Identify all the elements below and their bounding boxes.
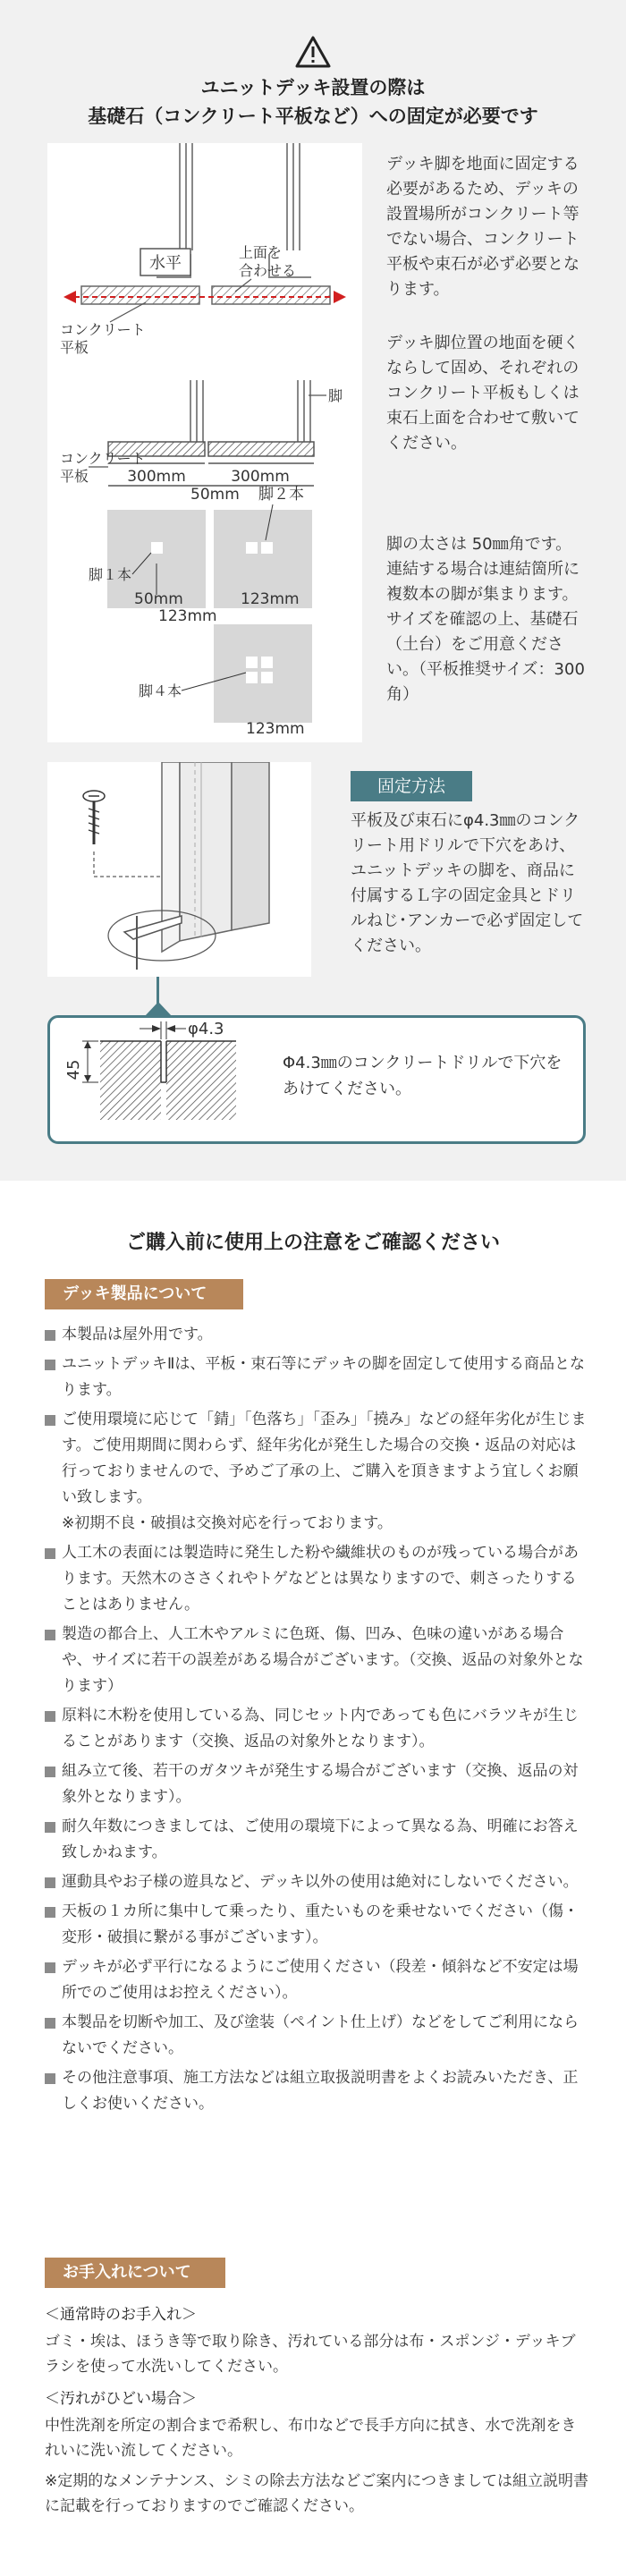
level-arrow-right-icon — [334, 291, 346, 303]
description-foundation-required: デッキ脚を地面に固定する必要があるため、デッキの設置場所がコンクリート等でない場合、コンクリート平板や束石が必ず必要となります。 — [386, 155, 579, 299]
caution-note: 人工木の表面には製造時に発生した粉や繊維状のものが残っている場合があります。天然木のささくれやトゲなどとは異なりますので、刺さったりすることはありません。 — [45, 1540, 588, 1618]
foundation-diagram-panel — [47, 143, 362, 742]
caution-title: ご購入前に使用上の注意をご確認ください — [125, 1232, 500, 1254]
drill-hole-text: Φ4.3㎜のコンクリートドリルで下穴をあけてください。 — [283, 1054, 563, 1098]
deck-product-label: デッキ製品について — [45, 1279, 243, 1309]
slab-left — [81, 286, 199, 304]
label-four-legs: 脚４本 — [139, 682, 182, 699]
description-ground-leveling: デッキ脚位置の地面を硬くならして固め、それぞれのコンクリート平板もしくは束石上面を合わせて敷いてください。 — [386, 334, 579, 453]
caution-note: 運動具やお子様の遊具など、デッキ以外の使用は絶対にしないでください。 — [45, 1869, 588, 1895]
caution-note: 天板の１カ所に集中して乗ったり、重たいものを乗せないでください（傷・変形・破損に繋がる事がございます）。 — [45, 1899, 588, 1951]
caution-note: 原料に木粉を使用している為、同じセット内であっても色にバラツキが生じることがあります（交換、返品の対象外となります）。 — [45, 1703, 588, 1755]
label-one-leg: 脚１本 — [89, 566, 132, 583]
leg-posts-lower — [190, 380, 310, 442]
label-slab-upper-line1: コンクリート — [60, 321, 146, 338]
caution-note: ご使用環境に応じて「錆」「色落ち」「歪み」「撓み」などの経年劣化が生じます。ご使用期間に関わらず、経年劣化が発生した場合の交換・返品の対応は行っておりませんので、予めご了承の上、ご購入を頂きますよう宜しくお願い致します。 ※初期不良・破損は交換対応を行っております。 — [45, 1407, 588, 1537]
label-slab-upper-line2: 平板 — [60, 339, 89, 356]
caution-note: 製造の都合上、人工木やアルミに色斑、傷、凹み、色味の違いがある場合や、サイズに若干の誤差がある場合がございます。（交換、返品の対象外となります） — [45, 1622, 588, 1699]
dim-300-left: 300mm — [127, 468, 186, 486]
callout-pointer-icon — [145, 1002, 172, 1016]
leg-posts-upper — [180, 143, 300, 250]
fixing-method-text: 平板及び束石にφ4.3㎜のコンクリート用ドリルで下穴をあけ、ユニットデッキの脚を、商品に付属するＬ字の固定金具とドリルねじ･アンカーで必ず固定してください。 — [351, 811, 584, 955]
care-normal-heading: ＜通常時のお手入れ＞ — [45, 2306, 197, 2324]
screw-icon — [83, 791, 105, 844]
fixing-illustration-panel — [47, 762, 311, 977]
dim-123-a: 123mm — [241, 590, 300, 608]
caution-note: デッキが必ず平行になるようにご使用ください（段差・傾斜など不安定は場所でのご使用はお控えください）。 — [45, 1954, 588, 2006]
dim-123-b: 123mm — [158, 607, 217, 625]
dim-123-c: 123mm — [246, 720, 305, 738]
fixing-method-label: 固定方法 — [351, 771, 472, 801]
dim-50-top: 50mm — [190, 486, 240, 504]
slab-right — [212, 286, 330, 304]
care-heavy-text: 中性洗剤を所定の割合まで希釈し、布巾などで長手方向に拭き、水で洗剤をきれいに洗い流してください。 — [45, 2417, 577, 2460]
caution-note: ユニットデッキⅡは、平板・束石等にデッキの脚を固定して使用する商品となります。 — [45, 1352, 588, 1403]
label-align-line1: 上面を — [239, 244, 283, 261]
caution-note: 組み立て後、若干のガタツキが発生する場合がございます（交換、返品の対象外となります）。 — [45, 1758, 588, 1810]
label-leg: 脚 — [328, 387, 343, 404]
level-arrow-left-icon — [63, 291, 76, 303]
caution-note: 本製品を切断や加工、及び塗装（ペイント仕上げ）などをしてご利用にならないでください。 — [45, 2010, 588, 2062]
label-level: 水平 — [149, 254, 182, 273]
dim-drill-diameter: φ4.3 — [188, 1020, 224, 1038]
label-align-line2: 合わせる — [239, 262, 297, 279]
label-slab-lower-line1: コンクリート — [60, 450, 146, 467]
warning-triangle-icon — [295, 36, 331, 68]
caution-note: その他注意事項、施工方法などは組立取扱説明書をよくお読みいただき、正しくお使いください。 — [45, 2065, 588, 2117]
installation-warning-title: ユニットデッキ設置の際は 基礎石（コンクリート平板など）への固定が必要です — [88, 77, 538, 127]
care-heavy-heading: ＜汚れがひどい場合＞ — [45, 2390, 197, 2408]
care-maintenance-note: ※定期的なメンテナンス、シミの除去方法などご案内につきましては組立説明書に記載を行っておりますのでご確認ください。 — [45, 2472, 589, 2515]
drill-hole-diagram — [50, 1018, 283, 1141]
description-leg-size: 脚の太さは 50㎜角です。連結する場合は連結箇所に複数本の脚が集まります。サイズを確認の上、基礎石（土台）をご用意ください。（平板推奨サイズ：300角） — [386, 535, 585, 704]
dim-drill-depth: 45 — [64, 1059, 83, 1080]
caution-notes-list — [45, 1322, 588, 2121]
label-two-legs: 脚２本 — [258, 486, 304, 504]
caution-note: 本製品は屋外用です。 — [45, 1322, 588, 1348]
label-slab-lower-line2: 平板 — [60, 468, 89, 485]
caution-note: 耐久年数につきましては、ご使用の環境下によって異なる為、明確にお答え致しかねます。 — [45, 1814, 588, 1866]
fixing-illustration — [47, 762, 311, 977]
dim-300-right: 300mm — [231, 468, 290, 486]
foundation-diagram — [47, 143, 362, 742]
care-label: お手入れについて — [45, 2258, 225, 2288]
care-normal-text: ゴミ・埃は、ほうき等で取り除き、汚れている部分は布・スポンジ・デッキブラシを使って水洗いしてください。 — [45, 2333, 576, 2376]
dim-50-bottom: 50mm — [134, 590, 183, 608]
